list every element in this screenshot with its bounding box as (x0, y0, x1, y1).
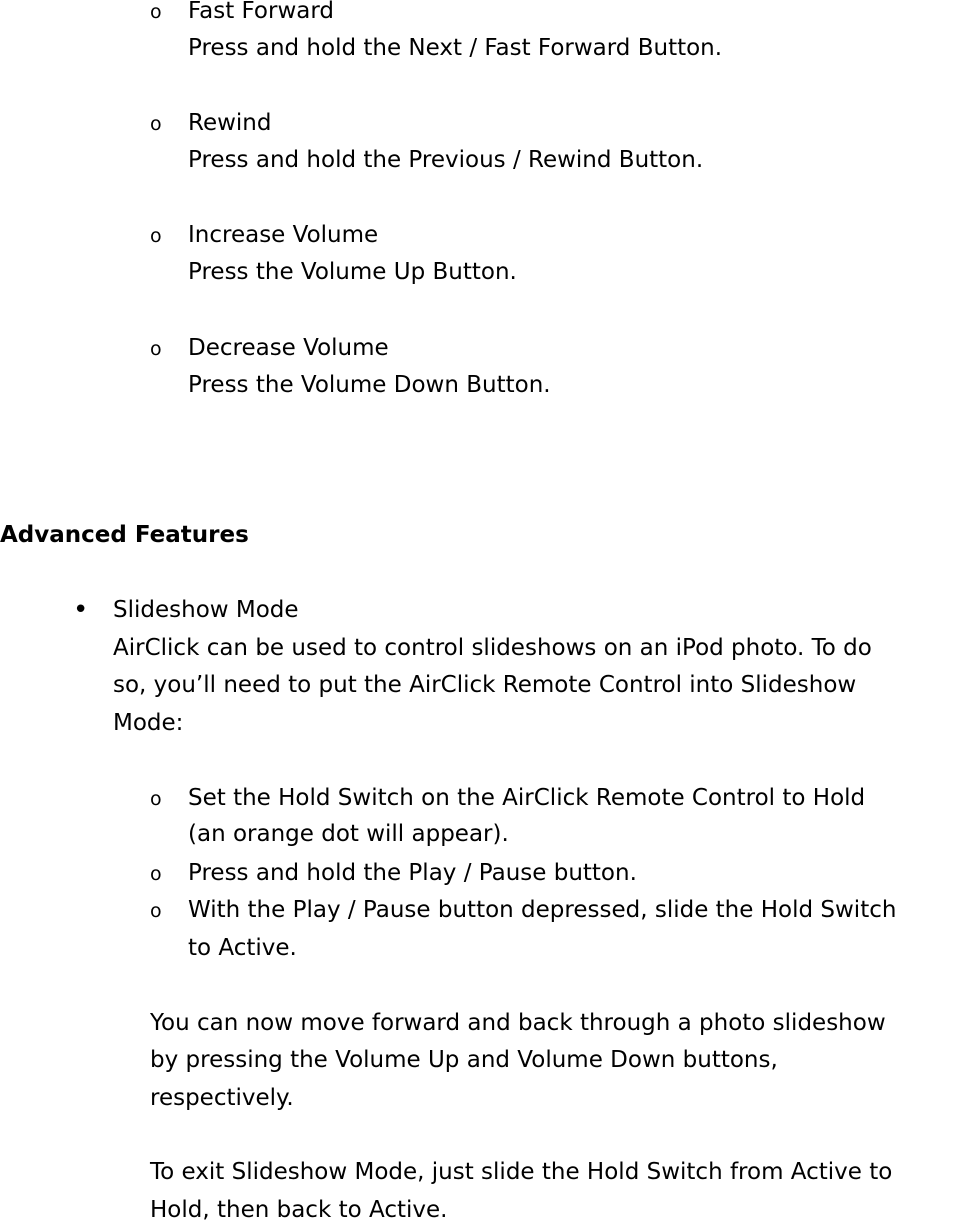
list-item-desc: Press the Volume Up Button. (188, 259, 517, 285)
sub-bullet-icon: o (150, 225, 162, 247)
sub-bullet-icon: o (150, 900, 162, 922)
step-line: With the Play / Pause button depressed, slide the Hold Switch (188, 897, 897, 923)
note-line: by pressing the Volume Up and Volume Down buttons, (150, 1047, 778, 1073)
slideshow-intro-line: AirClick can be used to control slideshows on an iPod photo. To do (113, 635, 872, 661)
step-line: (an orange dot will appear). (188, 821, 509, 847)
step-line: to Active. (188, 935, 297, 961)
list-item-desc: Press the Volume Down Button. (188, 372, 551, 398)
section-heading: Advanced Features (0, 522, 249, 548)
note-line: You can now move forward and back through a photo slideshow (150, 1010, 886, 1036)
list-item-title: Fast Forward (188, 0, 335, 24)
list-item-desc: Press and hold the Next / Fast Forward Button. (188, 35, 723, 61)
list-item-desc: Press and hold the Previous / Rewind Button. (188, 147, 704, 173)
slideshow-intro-line: Mode: (113, 710, 184, 736)
step-line: Press and hold the Play / Pause button. (188, 860, 637, 886)
sub-bullet-icon: o (150, 338, 162, 360)
sub-bullet-icon: o (150, 788, 162, 810)
bullet-icon: • (73, 595, 89, 625)
list-item-title: Decrease Volume (188, 335, 389, 361)
list-item-title: Increase Volume (188, 222, 379, 248)
step-line: Set the Hold Switch on the AirClick Remote Control to Hold (188, 785, 866, 811)
note-line: respectively. (150, 1085, 294, 1111)
slideshow-title: Slideshow Mode (113, 597, 299, 623)
list-item-title: Rewind (188, 110, 272, 136)
sub-bullet-icon: o (150, 1, 162, 23)
note-line: Hold, then back to Active. (150, 1197, 448, 1223)
sub-bullet-icon: o (150, 863, 162, 885)
slideshow-intro-line: so, you’ll need to put the AirClick Remote Control into Slideshow (113, 672, 857, 698)
note-line: To exit Slideshow Mode, just slide the Hold Switch from Active to (150, 1159, 893, 1185)
sub-bullet-icon: o (150, 113, 162, 135)
